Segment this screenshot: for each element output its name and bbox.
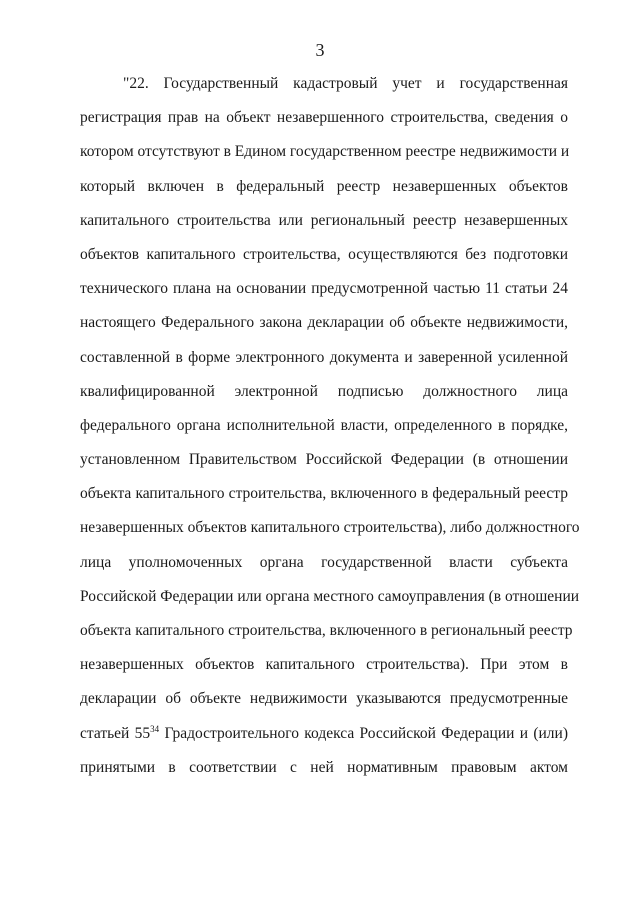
paragraph-line: объектов капитального строительства, осуществляются без подготовки (80, 245, 568, 263)
paragraph-line: "22. Государственный кадастровый учет и государственная (123, 75, 568, 92)
document-body (80, 67, 580, 785)
paragraph-line: капитального строительства или региональный реестр незавершенных (80, 211, 568, 229)
paragraph-line: настоящего Федерального закона декларации об объекте недвижимости, (80, 314, 568, 332)
paragraph-line: декларации об объекте недвижимости указываются предусмотренные (80, 690, 568, 708)
page-number: 3 (315, 40, 325, 60)
paragraph-line: объекта капитального строительства, включенного в региональный реестр (80, 622, 573, 639)
paragraph-line: Российской Федерации или органа местного самоуправления (в отношении (80, 587, 580, 605)
paragraph-line: который включен в федеральный реестр незавершенных объектов (80, 177, 568, 195)
paragraph-line: регистрация прав на объект незавершенного строительства, сведения о (80, 109, 568, 127)
paragraph-line: квалифицированной электронной подписью должностного лица (80, 382, 568, 400)
paragraph-line (80, 717, 568, 751)
paragraph-line: технического плана на основании предусмотренной частью 11 статьи 24 (80, 280, 568, 298)
paragraph-line: лица уполномоченных органа государственной власти субъекта (80, 553, 568, 571)
paragraph-line: установленном Правительством Российской Федерации (в отношении (80, 451, 568, 469)
article-reference: статьей 55 (80, 724, 151, 742)
article-superscript: 34 (150, 723, 160, 734)
paragraph-line: котором отсутствуют в Едином государственном реестре недвижимости и (80, 143, 570, 161)
paragraph-line: объекта капитального строительства, включенного в федеральный реестр (80, 485, 568, 503)
paragraph-line: федерального органа исполнительной власти, определенного в порядке, (80, 416, 568, 434)
paragraph-line: составленной в форме электронного документа и заверенной усиленной (80, 348, 568, 366)
paragraph-line-rest: Градостроительного кодекса Российской Федерации и (или) (159, 724, 568, 742)
paragraph-line: принятыми в соответствии с ней нормативным правовым актом (80, 758, 568, 776)
paragraph-line: незавершенных объектов капитального строительства). При этом в (80, 656, 568, 674)
paragraph-line: незавершенных объектов капитального строительства), либо должностного (80, 519, 580, 537)
